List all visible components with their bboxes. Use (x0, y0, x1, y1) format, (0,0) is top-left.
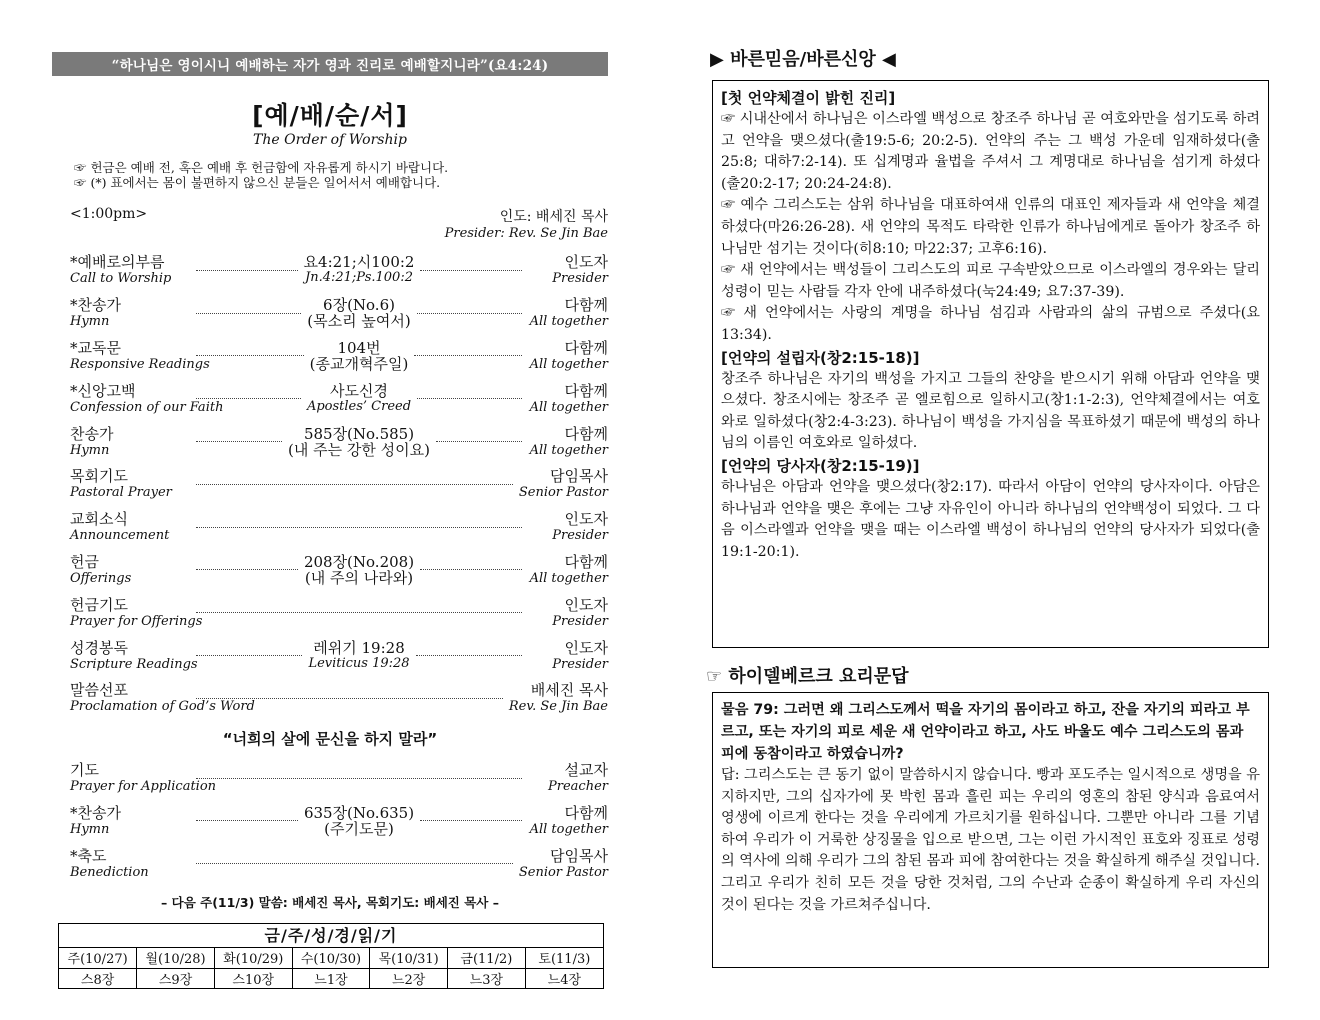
item-leader-en: Presider (552, 528, 608, 544)
item-name (70, 426, 190, 458)
item-name-en: Hymn (70, 442, 110, 458)
worship-items-after-sermon (52, 757, 608, 885)
presider-en: Presider: Rev. Se Jin Bae (444, 226, 608, 241)
worship-item (52, 842, 608, 885)
worship-item (52, 549, 608, 592)
item-name (70, 338, 210, 372)
note-standing: ☞ (*) 표에서는 몸이 불편하지 않으신 분들은 일어서서 예배합니다. (74, 175, 441, 190)
note-offering: ☞ 헌금은 예배 전, 혹은 예배 후 헌금함에 자유롭게 하시기 바랍니다. (74, 160, 449, 175)
item-leader (509, 682, 608, 714)
presider-info (445, 206, 608, 241)
item-leader (519, 848, 608, 880)
worship-item (52, 249, 608, 292)
item-detail (307, 383, 411, 415)
next-week-info: – 다음 주(11/3) 말씀: 배세진 목사, 목회기도: 배세진 목사 – (161, 895, 499, 911)
item-detail (310, 340, 409, 372)
reading-day: 화(10/29) (214, 948, 292, 968)
item-detail (304, 554, 414, 586)
leader-dots (196, 655, 302, 656)
item-detail-main: 104번 (337, 338, 381, 357)
leader-dots (196, 778, 522, 779)
leader-dots (196, 313, 301, 314)
item-leader-ko: 인도자 (564, 638, 609, 657)
item-detail-main: 요4:21;시100:2 (303, 253, 415, 272)
item-leader-ko: 다함께 (564, 296, 609, 315)
catechism-box (712, 692, 1269, 968)
item-detail-main: 635장(No.635) (303, 803, 415, 822)
reading-chapter: 느2장 (370, 968, 448, 988)
item-name-ko: *예배로의부름 (70, 253, 165, 272)
item-leader-ko: 인도자 (564, 595, 608, 614)
leader-dots (417, 398, 522, 399)
leader-dots (414, 355, 522, 356)
item-leader-ko: 다함께 (564, 803, 608, 822)
item-leader-en: All together (529, 442, 608, 458)
reading-day: 금(11/2) (448, 948, 526, 968)
item-leader-en: Senior Pastor (518, 864, 608, 880)
item-detail (308, 640, 409, 672)
item-leader (519, 468, 608, 500)
item-name (70, 511, 190, 543)
leader-dots (196, 527, 522, 528)
item-name-ko: 말씀선포 (70, 681, 128, 700)
item-name-ko: *찬송가 (70, 296, 121, 315)
leader-dots (196, 612, 522, 613)
sermon-title: “너희의 살에 문신을 하지 말라” (222, 729, 438, 748)
item-leader (528, 383, 608, 415)
item-name-ko: 목회기도 (70, 467, 128, 486)
leader-dots (436, 441, 522, 442)
item-leader (528, 511, 608, 543)
item-name-en: Prayer for Offerings (70, 613, 203, 629)
worship-item (52, 377, 608, 420)
reading-day: 수(10/30) (292, 948, 370, 968)
paragraph: 하나님은 아담과 언약을 맺으셨다(창2:17). 따라서 아담이 언약의 당사자이다. 아담은 하나님과 언약을 맺은 후에는 그냥 자유인이 아니라 하나님의 언약백성이 되었다. 그 다음 이스라엘과 언약을 맺을 때는 이스라엘 백성이 하나님의 언약의 당사자가 되었다(출19:1-20:1). (721, 478, 1260, 560)
item-detail-main: 레위기 19:28 (313, 638, 405, 657)
item-name-ko: *교독문 (70, 338, 121, 357)
paragraph: ☞ 새 언약에서는 사랑의 계명을 하나님 섬김과 사람과의 삶의 규범으로 주셨다(요13:34). (721, 305, 1260, 343)
item-leader-ko: 다함께 (564, 424, 608, 443)
leader-dots (196, 398, 301, 399)
leader-dots (196, 441, 282, 442)
item-leader-ko: 설교자 (564, 761, 608, 780)
item-name-ko: *신앙고백 (70, 381, 136, 400)
paragraph: 창조주 하나님은 자기의 백성을 가지고 그들의 찬양을 받으시기 위해 아담과 언약을 맺으셨다. 창조시에는 창조주 곧 엘로힘으로 일하시고(창1:1-2:3), 언약체결에서는 여호와로 일하셨다(창2:4-3:23). 하나님이 백성을 가지심을 목표하셨기 때문에 백성의 하나님의 이름인 여호와로 일하셨다. (721, 370, 1260, 452)
item-leader (528, 762, 608, 794)
item-leader-en: All together (529, 356, 608, 372)
reading-day: 목(10/31) (370, 948, 448, 968)
item-leader (528, 597, 608, 629)
item-name (70, 468, 190, 500)
item-leader-en: All together (529, 821, 608, 837)
item-name (70, 254, 190, 286)
item-name-ko: 교회소식 (70, 510, 128, 529)
worship-item (52, 757, 608, 800)
item-detail (304, 805, 414, 837)
leader-dots (196, 863, 513, 864)
item-name-en: Call to Worship (70, 271, 172, 287)
worship-item (52, 463, 608, 506)
heading-first-covenant: [첫 언약체결이 밝힌 진리] (721, 89, 896, 107)
leader-dots (420, 820, 522, 821)
item-name (70, 805, 190, 837)
item-leader-ko: 다함께 (564, 381, 608, 400)
worship-item (52, 506, 608, 549)
catechism-answer: 답: 그리스도는 큰 동기 없이 말씀하시지 않습니다. 빵과 포도주는 일시적으로 생명을 유지하지만, 그의 십자가에 못 박힌 몸과 흘린 피는 우리의 영혼의 참된 양식과 음료여서 영생에 이르게 한다는 것을 우리에게 가르치기를 원하십니다. 그뿐만 아니라 그를 기념하여 우리가 이 거룩한 상징물을 입으로 받으면, 그는 이런 가시적인 표호와 징표로 성령의 역사에 의해 우리가 그의 참된 몸과 피에 참여한다는 것을 확실하게 해주실 것입니다. 그리고 우리가 친히 모든 것을 당한 것처럼, 그의 수난과 순종이 확실하게 우리 자신의 것이 된다는 것을 가르쳐주십니다. (721, 767, 1260, 913)
reading-day: 월(10/28) (137, 948, 215, 968)
item-name-ko: 찬송가 (70, 424, 114, 443)
leader-dots (196, 569, 298, 570)
item-detail-sub: Leviticus 19:28 (308, 655, 410, 671)
item-name (70, 595, 203, 629)
item-leader-en: Presider (552, 613, 608, 629)
paragraph: ☞ 예수 그리스도는 삼위 하나님을 대표하여새 인류의 대표인 제자들과 새 언약을 체결하셨다(마26:26-28). 새 언약의 목적도 타락한 인류가 하나님에게로 돌아가 창조주 하나님만 섬기는 것이다(히8:10; 마22:37; 고후6:16). (721, 197, 1260, 257)
leader-dots (196, 820, 298, 821)
item-leader-en: All together (529, 314, 609, 330)
order-of-worship-page (52, 52, 609, 988)
heading-covenant-founder: [언약의 설립자(창2:15-18)] (721, 348, 920, 367)
covenant-truth-box (712, 80, 1269, 648)
item-leader-ko: 담임목사 (550, 467, 608, 486)
section-title-heidelberg: ☞ 하이델베르크 요리문답 (706, 666, 909, 687)
leader-dots (196, 270, 298, 271)
item-leader-ko: 담임목사 (550, 846, 608, 865)
item-name-en: Benediction (70, 864, 149, 880)
item-name-ko: 성경봉독 (70, 638, 128, 657)
item-name (70, 381, 224, 415)
item-leader (528, 640, 608, 672)
leader-dots (196, 484, 513, 485)
item-detail (288, 426, 430, 458)
reading-chapter: 스8장 (59, 968, 137, 988)
item-name (70, 297, 190, 329)
reading-day: 주(10/27) (59, 948, 137, 968)
item-leader-ko: 다함께 (564, 338, 608, 357)
item-detail-main: 585장(No.585) (303, 424, 415, 443)
reading-chapter: 스9장 (137, 968, 215, 988)
item-name-en: Proclamation of God’s Word (70, 699, 255, 715)
item-detail-main: 208장(No.208) (303, 552, 415, 571)
item-leader (528, 254, 608, 286)
notes (52, 160, 608, 190)
item-detail-sub: (내 주의 나라와) (304, 568, 414, 587)
worship-item (52, 420, 608, 463)
item-leader-ko: 배세진 목사 (530, 681, 608, 700)
item-detail-sub: (내 주는 강한 성이요) (288, 440, 430, 459)
item-leader-en: All together (529, 570, 608, 586)
item-leader-ko: 인도자 (564, 253, 609, 272)
worship-item (52, 292, 608, 335)
paragraph: ☞ 새 언약에서는 백성들이 그리스도의 피로 구속받았으므로 이스라엘의 경우와는 달리 성령이 믿는 사람들 각자 안에 내주하셨다(눅24:49; 요7:37-39). (721, 262, 1260, 300)
heading-covenant-party: [언약의 당사자(창2:15-19)] (721, 456, 920, 475)
item-name-en: Offerings (70, 570, 132, 586)
item-leader (528, 554, 608, 586)
item-name-ko: 헌금 (70, 552, 99, 571)
item-name (70, 554, 190, 586)
item-name-en: Responsive Readings (70, 356, 210, 372)
item-name-ko: 기도 (70, 761, 99, 780)
item-leader (528, 297, 608, 329)
item-name-en: Confession of our Faith (70, 399, 224, 415)
item-name (70, 638, 198, 672)
worship-item (52, 800, 608, 843)
item-detail-sub: Jn.4:21;Ps.100:2 (305, 270, 413, 286)
item-leader-en: Senior Pastor (518, 485, 608, 501)
worship-item (52, 677, 608, 720)
item-name-en: Announcement (70, 528, 170, 544)
leader-dots (417, 313, 522, 314)
service-time: <1:00pm> (70, 206, 148, 222)
scripture-banner: “하나님은 영이시니 예배하는 자가 영과 진리로 예배할지니라”(요4:24) (52, 52, 608, 76)
section-title-right-faith: ▶ 바른믿음/바른신앙 ◀ (710, 49, 896, 70)
item-leader (528, 805, 608, 837)
presider-ko: 인도: 배세진 목사 (499, 209, 608, 225)
item-name-en: Pastoral Prayer (70, 485, 172, 501)
paragraph: ☞ 시내산에서 하나님은 이스라엘 백성으로 창조주 하나님 곧 여호와만을 섬기도록 하려고 언약을 맺으셨다(출19:5-6; 20:2-5). 언약의 주는 그 백성 가운데 임재하셨다(출25:8; 대하7:2-14). 또 십계명과 율법을 주셔서 그 계명대로 하나님을 섬기게 하셨다(출20:2-17; 20:24-24:8). (721, 111, 1260, 192)
reading-chapter: 느1장 (292, 968, 370, 988)
item-detail-sub: Apostles’ Creed (306, 398, 412, 414)
item-leader-en: Preacher (548, 779, 608, 795)
reading-day: 토(11/3) (525, 948, 603, 968)
item-leader-ko: 인도자 (564, 510, 608, 529)
leader-dots (420, 569, 522, 570)
item-detail-sub: (목소리 높여서) (307, 312, 411, 331)
reading-chapter: 느4장 (547, 972, 582, 988)
item-name-en: Prayer for Application (70, 779, 217, 795)
page-title: [예/배/순/서] (252, 101, 408, 130)
item-detail-main: 6장(No.6) (323, 296, 395, 315)
leader-dots (420, 270, 522, 271)
bible-reading-table (59, 948, 603, 988)
item-detail-sub: (종교개혁주일) (309, 354, 409, 373)
item-name (70, 848, 190, 880)
reading-chapter: 스10장 (214, 968, 292, 988)
item-detail-main: 사도신경 (330, 381, 388, 400)
bible-reading-title: 금/주/성/경/읽/기 (59, 924, 603, 948)
worship-item (52, 335, 608, 378)
page-subtitle: The Order of Worship (253, 132, 407, 148)
item-detail (307, 297, 410, 329)
weekly-bible-reading (58, 923, 604, 989)
item-name-ko: 헌금기도 (70, 595, 128, 614)
leader-dots (196, 355, 304, 356)
leader-dots (416, 655, 522, 656)
item-name-en: Scripture Readings (70, 656, 198, 672)
item-name (70, 761, 217, 795)
item-leader-en: Presider (552, 271, 609, 287)
item-name-ko: *축도 (70, 846, 107, 865)
service-header (52, 206, 608, 241)
item-name-ko: *찬송가 (70, 803, 121, 822)
worship-items (52, 249, 608, 720)
leader-dots (196, 698, 503, 699)
item-detail (304, 254, 415, 286)
item-name-en: Hymn (70, 821, 110, 837)
item-leader-en: Presider (552, 656, 609, 672)
item-leader-en: Rev. Se Jin Bae (508, 699, 608, 715)
item-name-en: Hymn (70, 314, 110, 330)
item-detail-sub: (주기도문) (324, 819, 394, 838)
worship-item (52, 634, 608, 677)
reading-chapter: 느3장 (448, 968, 526, 988)
item-leader (528, 340, 608, 372)
item-leader (528, 426, 608, 458)
item-name (70, 681, 255, 715)
item-leader-en: All together (529, 399, 608, 415)
worship-item (52, 591, 608, 634)
catechism-question: 물음 79: 그러면 왜 그리스도께서 떡을 자기의 몸이라고 하고, 잔을 자기의 피라고 부르고, 또는 자기의 피로 세운 새 언약이라고 하고, 사도 바울도 예수 그리스도의 몸과 피에 동참이라고 하였습니까? (721, 702, 1250, 762)
item-leader-ko: 다함께 (564, 552, 608, 571)
